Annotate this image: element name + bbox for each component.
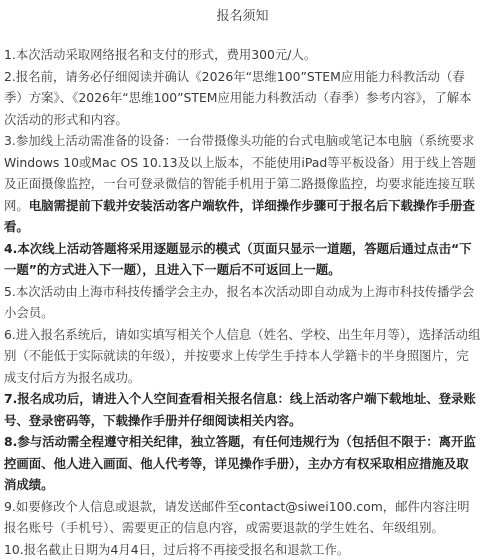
notice-list [4, 44, 481, 560]
notice-item [4, 496, 481, 539]
notice-item [4, 324, 481, 389]
notice-text-bold: 7.报名成功后，请进入个人空间查看相关报名信息：线上活动客户端下载地址、登录账号、登录密码等，下载操作手册并仔细阅读相关内容。 [4, 391, 476, 428]
notice-item [4, 238, 481, 281]
notice-item [4, 130, 481, 238]
page-title: 报名须知 [4, 6, 481, 28]
notice-item [4, 44, 481, 66]
notice-text: 2.报名前，请务必仔细阅读并确认《2026年“思维100”STEM应用能力科教活动（春季）方案》、《2026年“思维100”STEM应用能力科教活动（春季）参考内容》，了解本次活动的形式和内容。 [4, 69, 471, 127]
notice-text: 6.进入报名系统后，请如实填写相关个人信息（姓名、学校、出生年月等），选择活动组别（不能低于实际就读的年级），并按要求上传学生手持本人学籍卡的半身照图片，完成支付后方为报名成功。 [4, 327, 480, 385]
notice-text: 1.本次活动采取网络报名和支付的形式，费用300元/人。 [4, 47, 316, 62]
notice-item [4, 388, 481, 431]
notice-text-bold: 4.本次线上活动答题将采用逐题显示的模式（页面只显示一道题，答题后通过点击“下一题”的方式进入下一题），且进入下一题后不可返回上一题。 [4, 241, 472, 278]
notice-text-bold: 8.参与活动需全程遵守相关纪律，独立答题，有任何违规行为（包括但不限于：离开监控画面、他人进入画面、他人代考等，详见操作手册），主办方有权采取相应措施及取消成绩。 [4, 434, 476, 492]
notice-item [4, 539, 481, 560]
notice-text: 10.报名截止日期为4月4日，过后将不再接受报名和退款工作。 [4, 542, 349, 557]
notice-item [4, 431, 481, 496]
notice-item [4, 66, 481, 131]
notice-item [4, 281, 481, 324]
notice-text: 5.本次活动由上海市科技传播学会主办，报名本次活动即自动成为上海市科技传播学会小会员。 [4, 284, 474, 321]
notice-text: 3.参加线上活动需准备的设备：一台带摄像头功能的台式电脑或笔记本电脑（系统要求Windows 10或Mac OS 10.13及以上版本，不能使用iPad等平板设备）用于线上答题及正面摄像监控，一台可登录微信的智能手机用于第二路摄像监控，均要求能连接互联网。 [4, 133, 476, 213]
notice-text: 9.如要修改个人信息或退款，请发送邮件至contact@siwei100.com，邮件内容注明报名账号（手机号）、需要更正的信息内容，或需要退款的学生姓名、年级组别。 [4, 499, 470, 536]
notice-text-bold: 电脑需提前下载并安装活动客户端软件，详细操作步骤可于报名后下载操作手册查看。 [4, 198, 475, 235]
